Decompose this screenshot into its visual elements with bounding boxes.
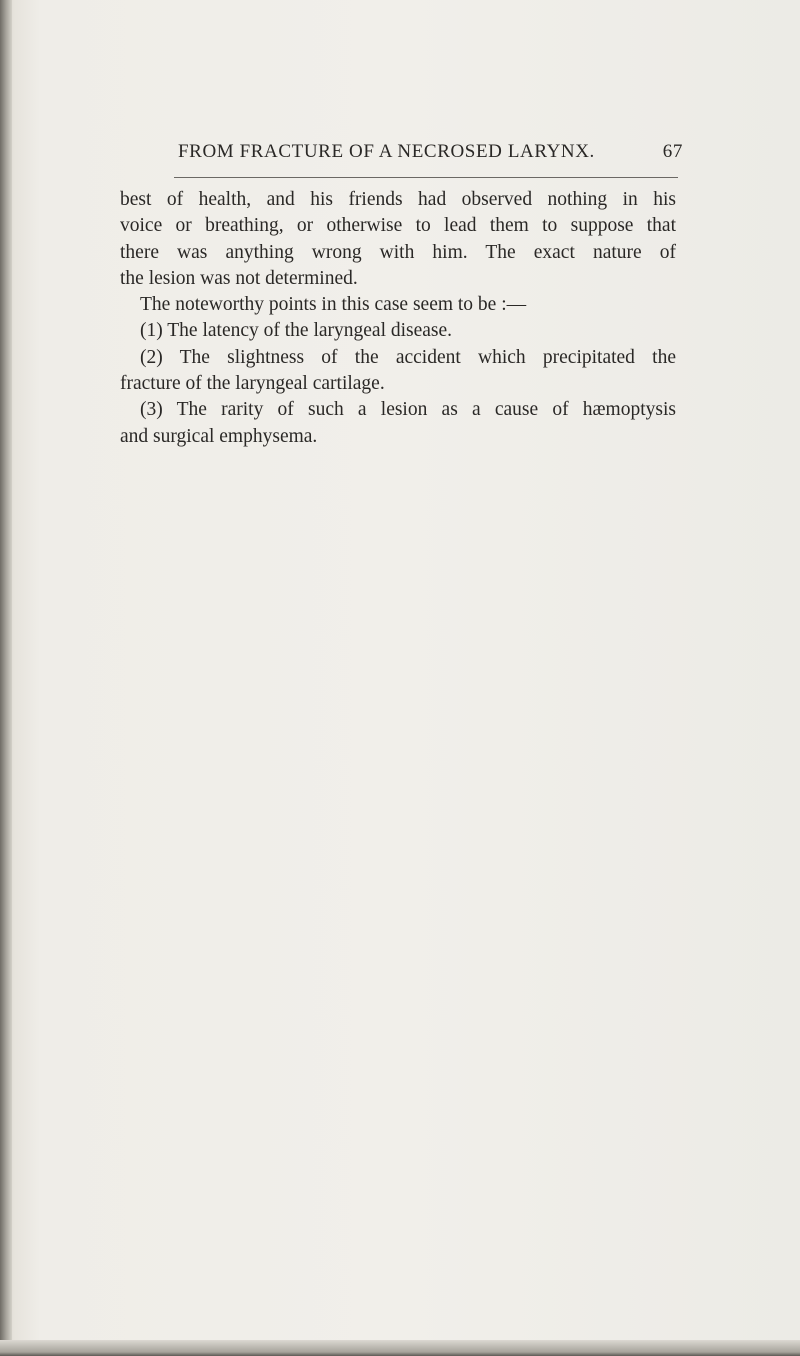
page-number: 67: [662, 141, 683, 162]
text-line: the lesion was not determined.: [120, 267, 358, 289]
text-line: there was anything wrong with him. The exact nature of: [120, 241, 676, 263]
page-header: [178, 138, 683, 166]
page-bottom-edge: [0, 1340, 800, 1356]
header-rule: [174, 177, 678, 178]
body-text: [120, 187, 676, 450]
text-line: The noteworthy points in this case seem to be :—: [140, 294, 527, 316]
text-line: fracture of the laryngeal cartilage.: [120, 373, 385, 395]
list-item-2: (2) The slightness of the accident which precipitated the: [140, 346, 676, 368]
text-line: and surgical emphysema.: [120, 425, 318, 447]
text-line: best of health, and his friends had observed nothing in his: [120, 189, 676, 210]
page-binding-edge: [0, 0, 12, 1356]
list-item-1: (1) The latency of the laryngeal disease.: [140, 320, 453, 342]
list-item-3: (3) The rarity of such a lesion as a cause of hæmoptysis: [140, 399, 676, 421]
running-title: FROM FRACTURE OF A NECROSED LARYNX.: [178, 141, 595, 162]
text-line: voice or breathing, or otherwise to lead them to suppose that: [120, 215, 676, 237]
